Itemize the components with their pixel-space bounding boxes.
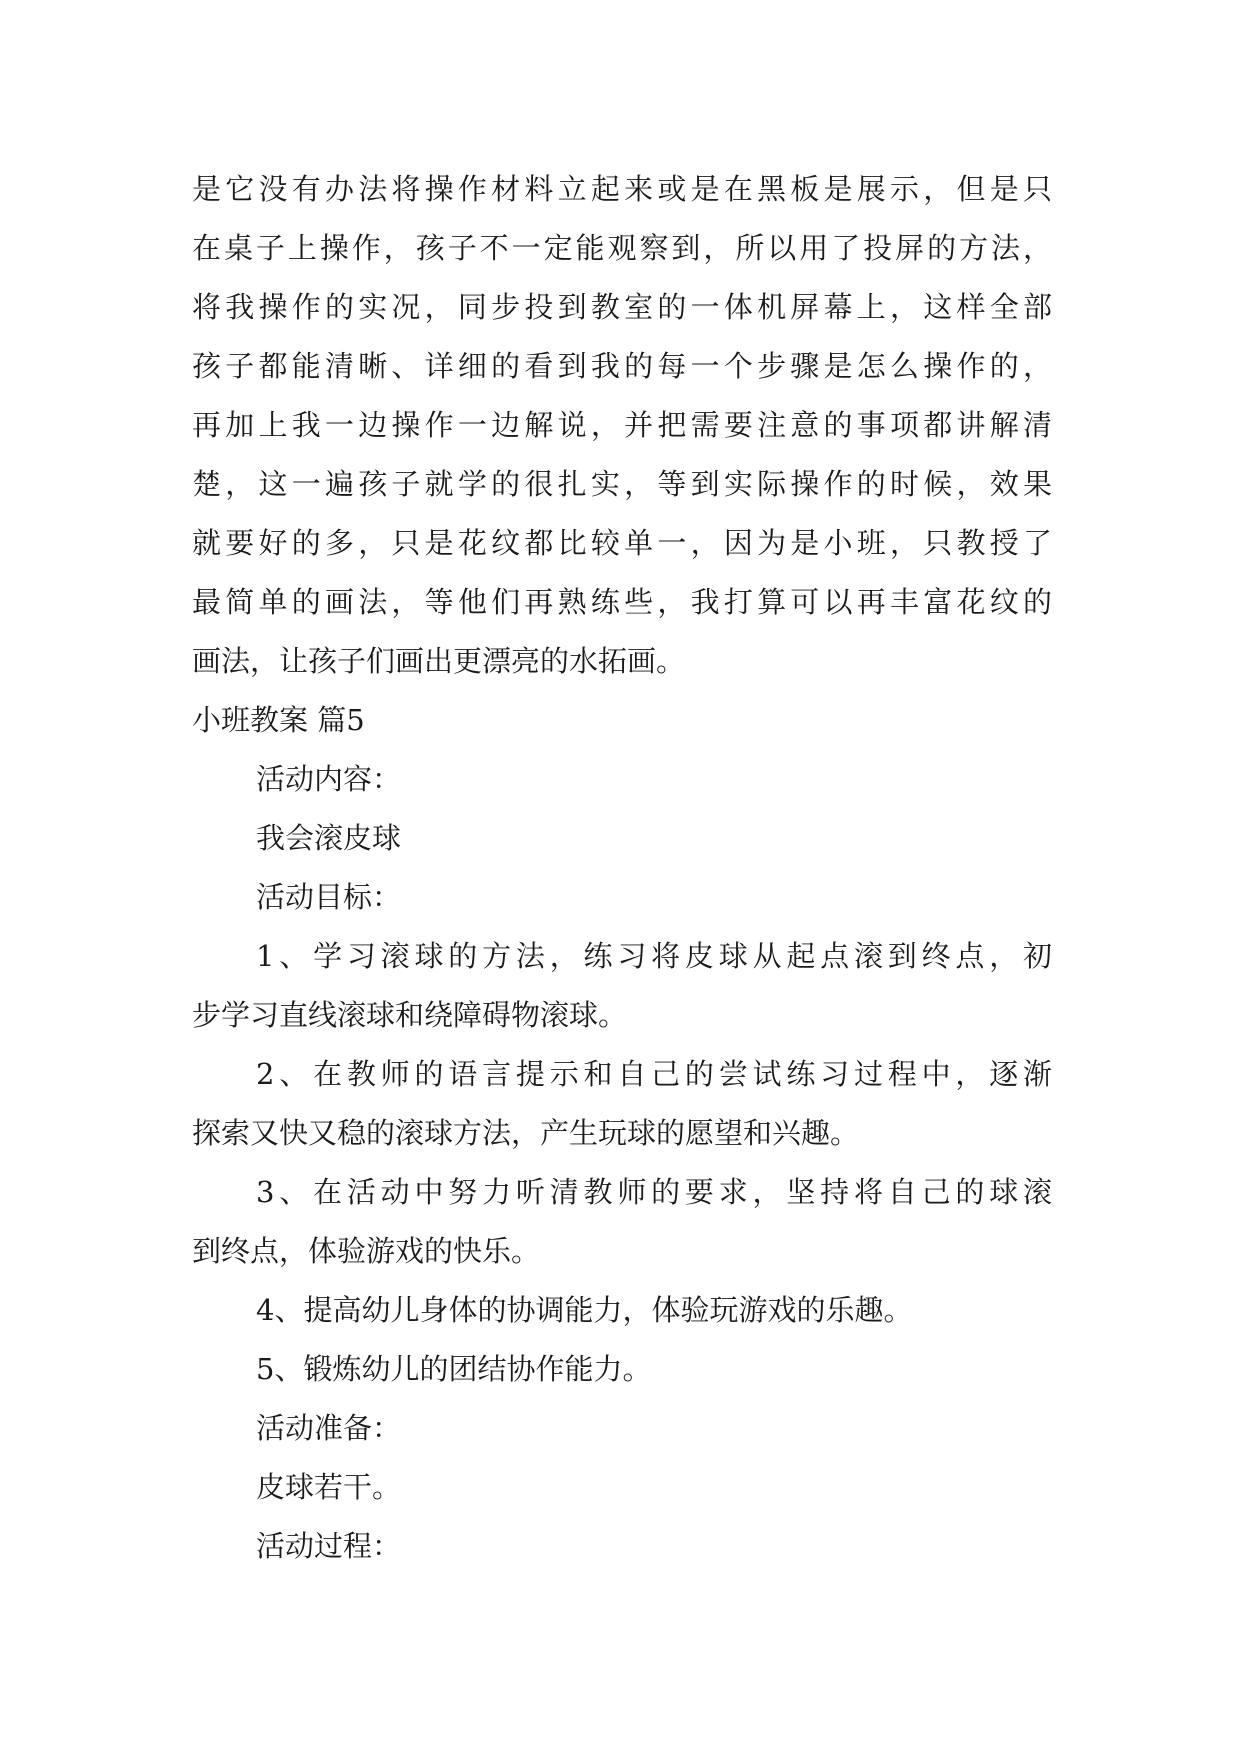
activity-content: 我会滚皮球 xyxy=(256,821,402,855)
paragraph-line: 楚，这一遍孩子就学的很扎实，等到实际操作的时候，效果 xyxy=(192,467,1052,501)
paragraph-line: 孩子都能清晰、详细的看到我的每一个步骤是怎么操作的， xyxy=(192,349,1052,383)
paragraph-line: 将我操作的实况，同步投到教室的一体机屏幕上，这样全部 xyxy=(192,290,1052,324)
activity-prep: 皮球若干。 xyxy=(256,1470,402,1504)
paragraph-line: 就要好的多，只是花纹都比较单一，因为是小班，只教授了 xyxy=(192,526,1052,560)
goal-line: 3、在活动中努力听清教师的要求，坚持将自己的球滚 xyxy=(256,1175,1052,1209)
goal-line: 步学习直线滚球和绕障碍物滚球。 xyxy=(192,998,628,1032)
goal-line: 2、在教师的语言提示和自己的尝试练习过程中，逐渐 xyxy=(256,1057,1052,1091)
activity-process-label: 活动过程： xyxy=(256,1529,402,1563)
paragraph-line: 是它没有办法将操作材料立起来或是在黑板是展示，但是只 xyxy=(192,172,1052,206)
goal-4: 4、提高幼儿身体的协调能力，体验玩游戏的乐趣。 xyxy=(256,1293,913,1327)
paragraph-line: 最简单的画法，等他们再熟练些，我打算可以再丰富花纹的 xyxy=(192,585,1052,619)
goal-1 xyxy=(192,927,1052,1045)
goal-line: 探索又快又稳的滚球方法，产生玩球的愿望和兴趣。 xyxy=(192,1116,860,1150)
section-title: 小班教案 篇5 xyxy=(192,703,365,737)
activity-goals-label: 活动目标： xyxy=(256,880,402,914)
goal-3 xyxy=(192,1163,1052,1281)
goal-line: 到终点，体验游戏的快乐。 xyxy=(192,1234,541,1268)
goal-5: 5、锻炼幼儿的团结协作能力。 xyxy=(256,1352,652,1386)
intro-paragraph xyxy=(192,160,1052,691)
paragraph-line: 在桌子上操作，孩子不一定能观察到，所以用了投屏的方法， xyxy=(192,231,1052,265)
document-body xyxy=(192,160,1052,1576)
paragraph-line: 画法，让孩子们画出更漂亮的水拓画。 xyxy=(192,644,686,678)
paragraph-line: 再加上我一边操作一边解说，并把需要注意的事项都讲解清 xyxy=(192,408,1052,442)
goal-line: 1、学习滚球的方法，练习将皮球从起点滚到终点，初 xyxy=(256,939,1052,973)
activity-content-label: 活动内容： xyxy=(256,762,402,796)
activity-prep-label: 活动准备： xyxy=(256,1411,402,1445)
goal-2 xyxy=(192,1045,1052,1163)
